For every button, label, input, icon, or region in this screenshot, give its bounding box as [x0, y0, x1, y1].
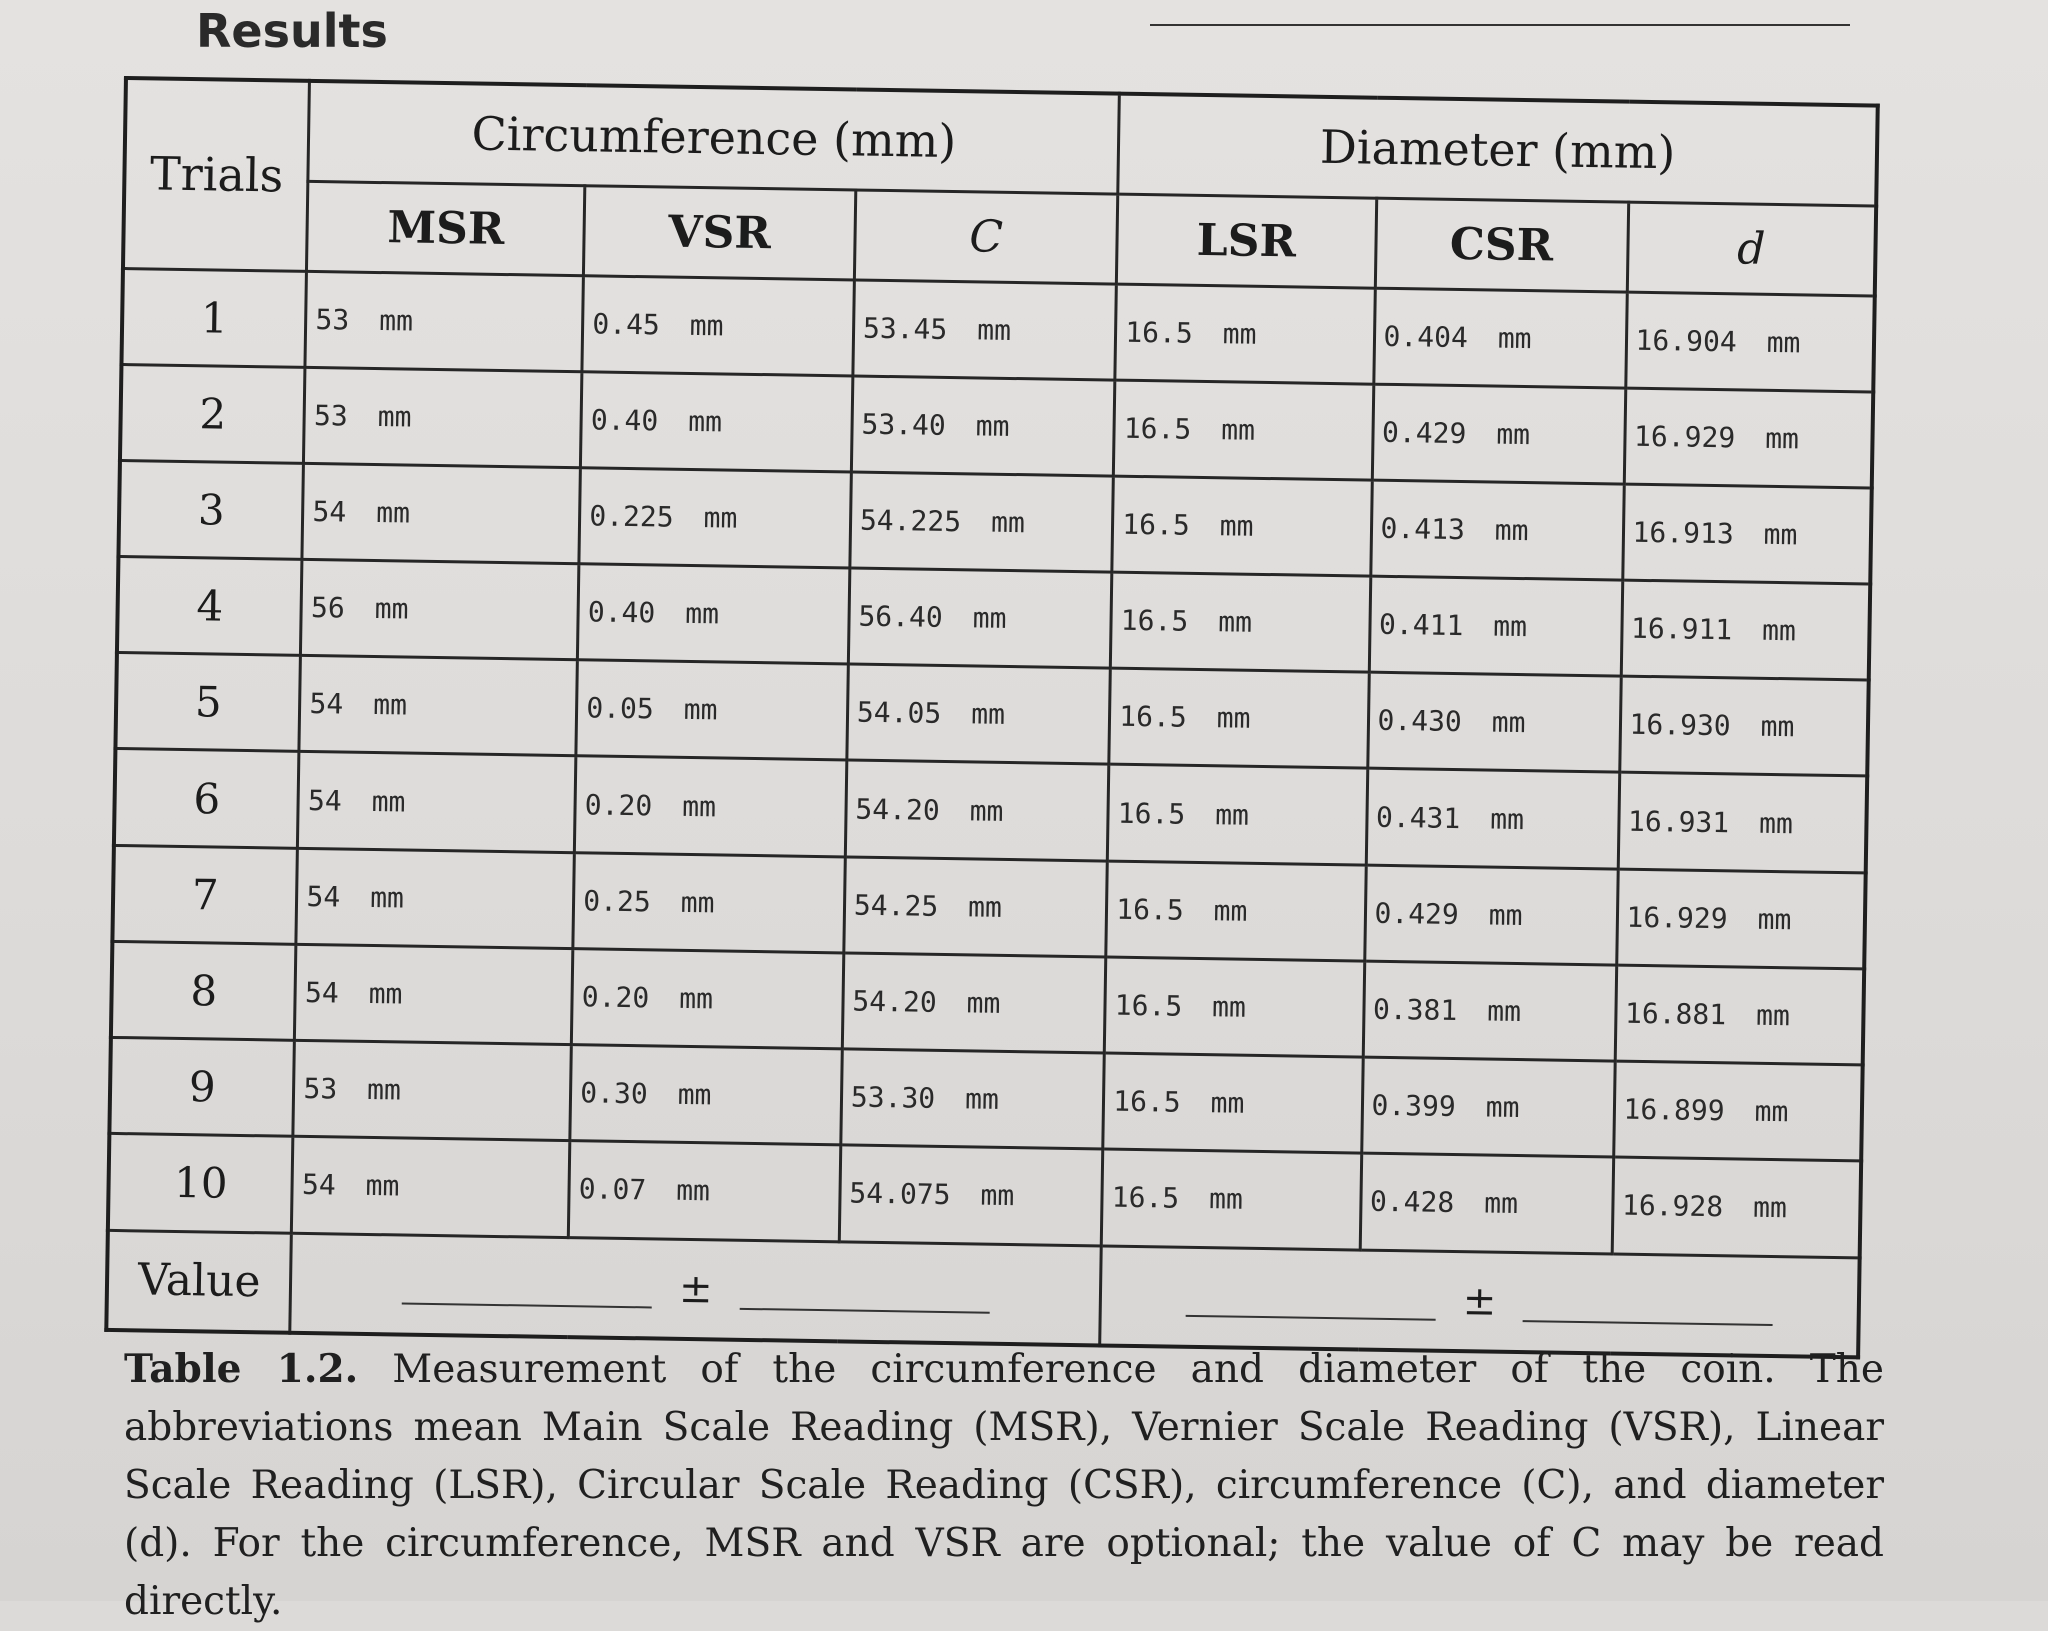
csr-cell — [1367, 672, 1621, 772]
plus-minus-sign: ± — [1462, 1277, 1497, 1325]
msr-value: 54 — [312, 494, 347, 529]
section-title: Results — [196, 4, 388, 58]
unit-label: mm — [689, 308, 724, 343]
lsr-value: 16.5 — [1113, 1084, 1181, 1119]
csr-value: 0.411 — [1378, 607, 1464, 643]
unit-label: mm — [675, 1174, 711, 1208]
trial-number: 10 — [108, 1134, 293, 1233]
unit-label: mm — [678, 981, 714, 1016]
header-rule — [1150, 24, 1850, 26]
c-cell — [850, 472, 1114, 572]
trial-number: 1 — [121, 268, 306, 367]
c-cell — [841, 1049, 1105, 1149]
unit-label: mm — [1214, 797, 1250, 832]
measurement-table — [104, 76, 1880, 1359]
vsr-cell — [570, 1045, 842, 1145]
vsr-cell — [578, 564, 850, 664]
d-cell — [1615, 965, 1864, 1065]
unit-label: mm — [371, 784, 406, 819]
vsr-cell — [573, 852, 845, 952]
unit-label: mm — [970, 697, 1006, 732]
lsr-value: 16.5 — [1119, 700, 1187, 735]
lsr-cell — [1103, 1053, 1363, 1153]
unit-label: mm — [1493, 609, 1528, 644]
unit-label: mm — [685, 597, 720, 631]
unit-label: mm — [969, 793, 1004, 828]
msr-cell — [295, 944, 573, 1045]
d-value: 16.899 — [1623, 1092, 1725, 1128]
csr-cell — [1366, 769, 1620, 869]
vsr-cell — [572, 948, 844, 1048]
unit-label: mm — [1757, 902, 1792, 937]
lsr-value: 16.5 — [1114, 988, 1183, 1023]
d-cell — [1621, 580, 1870, 680]
c-cell — [842, 953, 1106, 1053]
trial-number: 7 — [112, 845, 297, 944]
vsr-value: 0.05 — [586, 691, 655, 726]
trial-number: 2 — [120, 364, 305, 463]
unit-label: mm — [372, 688, 408, 722]
unit-label: mm — [1221, 413, 1256, 447]
unit-label: mm — [1211, 990, 1247, 1024]
unit-label: mm — [703, 501, 738, 535]
unit-label: mm — [1494, 513, 1529, 548]
d-value: 16.929 — [1626, 900, 1728, 936]
lsr-cell — [1115, 284, 1375, 384]
c-value: 54.25 — [853, 888, 939, 923]
unit-label: mm — [1758, 806, 1794, 840]
msr-value: 53 — [313, 398, 349, 433]
vsr-cell — [581, 371, 853, 471]
msr-cell — [302, 463, 580, 564]
csr-cell — [1370, 480, 1624, 580]
vsr-cell — [579, 468, 851, 568]
unit-label: mm — [680, 885, 715, 920]
unit-label: mm — [1222, 316, 1257, 351]
unit-label: mm — [1487, 994, 1522, 1028]
c-value: 54.225 — [859, 503, 962, 539]
unit-label: mm — [1219, 509, 1254, 543]
diameter-header: Diameter (mm) — [1118, 94, 1878, 206]
unit-label: mm — [1217, 605, 1253, 639]
lsr-cell — [1105, 957, 1365, 1057]
unit-label: mm — [1488, 898, 1523, 932]
d-value: 16.911 — [1630, 611, 1733, 647]
unit-label: mm — [1752, 1191, 1788, 1225]
trial-number: 4 — [117, 557, 302, 656]
csr-cell — [1363, 961, 1617, 1061]
d-value: 16.931 — [1627, 804, 1730, 839]
d-value: 16.881 — [1624, 996, 1727, 1032]
msr-cell — [304, 367, 582, 468]
trial-number: 6 — [114, 749, 299, 848]
vsr-cell — [576, 660, 848, 760]
csr-value: 0.428 — [1369, 1185, 1455, 1220]
vsr-value: 0.07 — [578, 1172, 647, 1207]
unit-label: mm — [1490, 802, 1525, 836]
c-value: 54.20 — [852, 984, 937, 1019]
c-value: 54.05 — [856, 695, 942, 731]
csr-value: 0.381 — [1372, 992, 1458, 1027]
value-label: Value — [106, 1230, 291, 1333]
lsr-value: 16.5 — [1117, 796, 1186, 831]
trials-header: Trials — [123, 78, 310, 271]
csr-cell — [1364, 865, 1618, 965]
plus-minus-sign: ± — [678, 1265, 713, 1313]
unit-label: mm — [990, 505, 1026, 540]
unit-label: mm — [369, 880, 405, 915]
lsr-value: 16.5 — [1111, 1180, 1180, 1216]
csr-cell — [1369, 576, 1623, 676]
vsr-value: 0.45 — [592, 306, 661, 342]
unit-label: mm — [1754, 1094, 1789, 1129]
vsr-value: 0.40 — [590, 403, 659, 438]
csr-value: 0.404 — [1383, 319, 1469, 354]
msr-value: 54 — [307, 783, 342, 818]
msr-value: 54 — [306, 879, 341, 914]
c-value: 56.40 — [858, 599, 944, 635]
csr-value: 0.431 — [1375, 800, 1461, 835]
lsr-value: 16.5 — [1116, 892, 1184, 927]
c-cell — [853, 279, 1117, 379]
vsr-cell — [575, 756, 847, 856]
unit-label: mm — [980, 1178, 1015, 1213]
csr-value: 0.399 — [1371, 1088, 1457, 1124]
lsr-value: 16.5 — [1123, 411, 1192, 446]
vsr-value: 0.20 — [584, 787, 653, 822]
csr-cell — [1361, 1057, 1615, 1157]
trial-number: 5 — [115, 653, 300, 752]
circumference-header: Circumference (mm) — [308, 81, 1119, 194]
column-header-c: C — [854, 190, 1118, 284]
table-body — [108, 268, 1875, 1257]
unit-label: mm — [365, 1169, 400, 1203]
c-cell — [844, 857, 1108, 957]
unit-label: mm — [1483, 1186, 1519, 1221]
d-value: 16.904 — [1635, 323, 1737, 358]
csr-cell — [1360, 1153, 1614, 1253]
d-value: 16.913 — [1632, 515, 1734, 551]
csr-value: 0.413 — [1380, 511, 1466, 547]
unit-label: mm — [1763, 517, 1798, 552]
c-cell — [851, 376, 1115, 476]
vsr-value: 0.20 — [581, 980, 650, 1015]
column-header-d: d — [1627, 202, 1876, 296]
csr-value: 0.430 — [1377, 704, 1463, 739]
msr-cell — [298, 752, 576, 853]
unit-label: mm — [1764, 421, 1800, 456]
trial-number: 9 — [109, 1037, 294, 1136]
lsr-cell — [1108, 764, 1368, 864]
d-cell — [1622, 484, 1871, 584]
lsr-cell — [1114, 380, 1374, 480]
table-caption — [124, 1340, 1884, 1631]
c-value: 53.30 — [850, 1080, 936, 1115]
msr-value: 53 — [315, 302, 350, 337]
c-cell — [848, 568, 1112, 668]
unit-label: mm — [972, 601, 1007, 636]
diameter-mean-blank[interactable] — [1185, 1277, 1436, 1321]
msr-cell — [301, 559, 579, 660]
vsr-value: 0.25 — [583, 884, 652, 919]
unit-label: mm — [379, 303, 414, 338]
csr-cell — [1373, 288, 1627, 388]
msr-cell — [305, 271, 583, 372]
msr-cell — [293, 1040, 571, 1141]
caption-label: Table 1.2. — [124, 1346, 359, 1392]
vsr-value: 0.225 — [589, 499, 674, 534]
d-value: 16.930 — [1629, 708, 1731, 743]
msr-value: 53 — [303, 1072, 338, 1106]
lsr-cell — [1106, 861, 1366, 961]
unit-label: mm — [1760, 710, 1795, 744]
lsr-value: 16.5 — [1125, 315, 1194, 350]
unit-label: mm — [975, 409, 1010, 443]
unit-label: mm — [682, 789, 717, 823]
d-cell — [1619, 676, 1868, 776]
unit-label: mm — [376, 495, 411, 530]
unit-label: mm — [1761, 613, 1797, 648]
msr-value: 54 — [304, 975, 339, 1010]
c-value: 54.20 — [855, 792, 940, 827]
unit-label: mm — [374, 592, 409, 626]
unit-label: mm — [1491, 705, 1526, 740]
d-value: 16.928 — [1621, 1189, 1724, 1224]
unit-label: mm — [1755, 998, 1791, 1033]
unit-label: mm — [1208, 1182, 1244, 1217]
msr-value: 56 — [310, 591, 346, 625]
csr-value: 0.429 — [1381, 415, 1467, 450]
unit-label: mm — [366, 1073, 402, 1107]
c-value: 54.075 — [849, 1176, 951, 1212]
lsr-value: 16.5 — [1120, 603, 1189, 638]
d-cell — [1616, 869, 1865, 969]
msr-cell — [299, 656, 577, 757]
unit-label: mm — [677, 1077, 712, 1112]
d-cell — [1618, 773, 1867, 873]
c-value: 53.40 — [861, 407, 947, 442]
caption-text: Measurement of the circumference and diameter of the coin. The abbreviations mean Main Scale Reading (MSR), Vernier Scale Reading (VSR), Linear Scale Reading (LSR), Circular Scale Reading (CSR), circumference (C), and diameter (d). For the circumference, MSR and VSR are optional; the value of C may be read directly. — [124, 1347, 1884, 1624]
d-cell — [1613, 1061, 1862, 1161]
msr-value: 54 — [301, 1168, 336, 1202]
unit-label: mm — [1210, 1086, 1245, 1120]
circumference-value-cell — [290, 1233, 1101, 1346]
lsr-cell — [1112, 476, 1372, 576]
unit-label: mm — [967, 890, 1003, 924]
unit-label: mm — [1497, 321, 1532, 355]
column-header-msr: MSR — [307, 181, 585, 275]
vsr-value: 0.30 — [580, 1076, 648, 1111]
d-cell — [1612, 1157, 1861, 1257]
unit-label: mm — [368, 976, 403, 1011]
msr-cell — [292, 1136, 570, 1237]
unit-label: mm — [683, 693, 718, 727]
unit-label: mm — [964, 1082, 1000, 1116]
column-header-vsr: VSR — [584, 185, 856, 279]
unit-label: mm — [1213, 893, 1248, 928]
vsr-cell — [582, 275, 854, 375]
column-header-lsr: LSR — [1117, 194, 1377, 288]
c-cell — [847, 664, 1111, 764]
c-cell — [845, 760, 1109, 860]
unit-label: mm — [977, 313, 1012, 347]
csr-value: 0.429 — [1374, 896, 1460, 931]
trial-number: 3 — [118, 460, 303, 559]
c-cell — [839, 1145, 1103, 1245]
lsr-cell — [1102, 1149, 1362, 1249]
d-cell — [1624, 388, 1873, 488]
unit-label: mm — [1766, 325, 1801, 359]
trial-number: 8 — [111, 941, 296, 1040]
unit-label: mm — [377, 399, 412, 434]
msr-value: 54 — [309, 687, 344, 721]
unit-label: mm — [966, 986, 1001, 1020]
unit-label: mm — [1216, 701, 1251, 736]
unit-label: mm — [1485, 1090, 1520, 1125]
vsr-value: 0.40 — [587, 595, 656, 630]
diameter-uncertainty-blank[interactable] — [1523, 1282, 1774, 1326]
lsr-cell — [1111, 572, 1371, 672]
vsr-cell — [569, 1141, 841, 1242]
d-value: 16.929 — [1633, 419, 1736, 455]
d-cell — [1625, 292, 1874, 392]
csr-cell — [1372, 384, 1626, 484]
msr-cell — [296, 848, 574, 949]
unit-label: mm — [1496, 417, 1531, 451]
unit-label: mm — [688, 404, 723, 439]
column-header-csr: CSR — [1375, 198, 1628, 292]
circumference-mean-blank[interactable] — [402, 1264, 653, 1308]
lsr-cell — [1109, 668, 1369, 768]
circumference-uncertainty-blank[interactable] — [739, 1270, 990, 1314]
c-value: 53.45 — [862, 311, 948, 346]
lsr-value: 16.5 — [1122, 507, 1191, 542]
